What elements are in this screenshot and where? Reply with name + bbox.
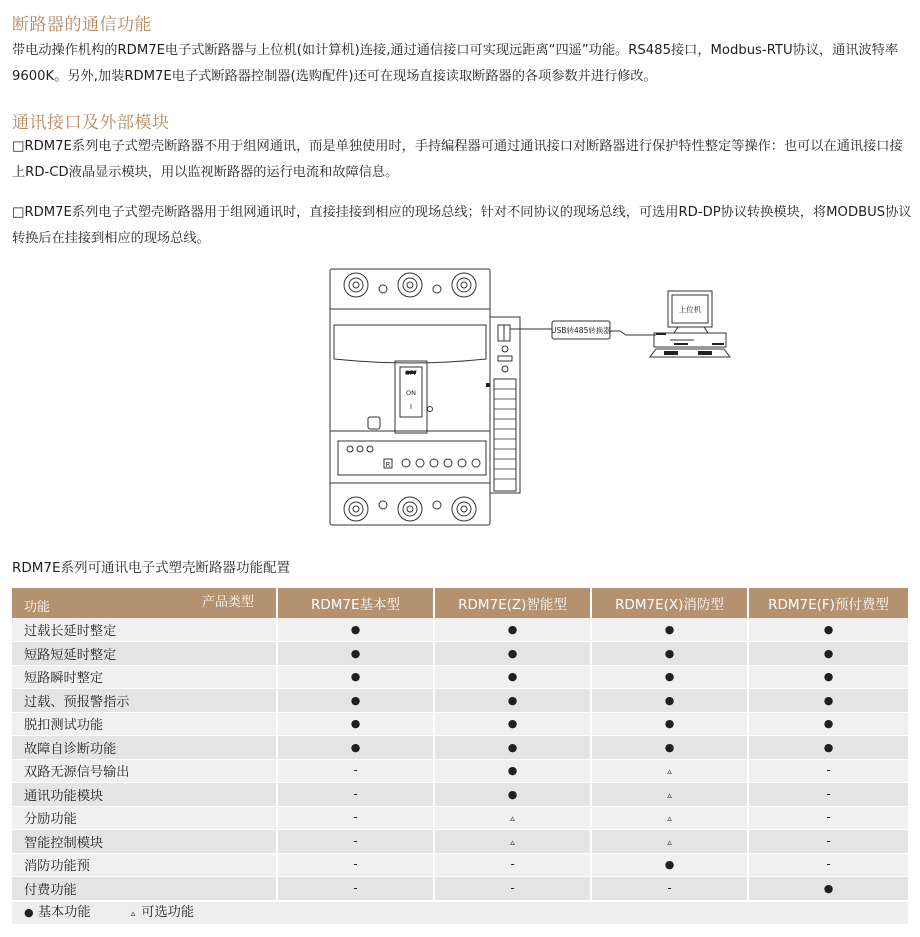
config-cell (277, 618, 434, 642)
basic-marker: ● (664, 717, 675, 731)
config-cell (748, 783, 908, 807)
on-label: ON (406, 389, 416, 397)
function-name-cell: 双路无源信号输出 (12, 759, 277, 783)
table-row (12, 712, 908, 736)
config-cell (591, 759, 748, 783)
config-cell (748, 759, 908, 783)
table-row (12, 806, 908, 830)
table-row (12, 689, 908, 713)
config-cell (591, 877, 748, 901)
not-available-marker: - (353, 786, 358, 801)
config-cell (277, 783, 434, 807)
config-cell (277, 806, 434, 830)
converter-label: USB转485转换器 (551, 326, 611, 335)
table-row (12, 877, 908, 901)
config-cell (591, 642, 748, 666)
communication-paragraph: 带电动操作机构的RDM7E电子式断路器与上位机(如计算机)连接,通过通信接口可实现远距离“四遥”功能。RS485接口，Modbus-RTU协议，通讯波特率9600K。另外,加装RDM7E电子式断路器控制器(选购配件)还可在现场直接读取断路器的各项参数并进行修改。 (12, 43, 899, 84)
optional-marker: ▵ (667, 814, 672, 825)
basic-marker: ● (507, 693, 518, 707)
config-cell (434, 830, 591, 854)
basic-marker: ● (350, 717, 361, 731)
basic-marker: ● (350, 693, 361, 707)
config-cell (748, 665, 908, 689)
config-cell (591, 830, 748, 854)
function-name-cell: 短路短延时整定 (12, 642, 277, 666)
usb-cable (610, 331, 656, 335)
config-cell (434, 759, 591, 783)
function-name-cell: 短路瞬时整定 (12, 665, 277, 689)
basic-marker: ● (507, 717, 518, 731)
config-cell (277, 665, 434, 689)
basic-marker: ● (507, 670, 518, 684)
config-cell (277, 736, 434, 760)
config-cell (277, 877, 434, 901)
breaker-body (330, 269, 490, 525)
config-cell (748, 642, 908, 666)
config-cell (434, 712, 591, 736)
table-row (12, 736, 908, 760)
config-cell (277, 759, 434, 783)
function-config-table (12, 588, 908, 901)
legend-basic (24, 905, 91, 920)
basic-marker: ● (350, 670, 361, 684)
config-cell (748, 806, 908, 830)
config-cell (748, 618, 908, 642)
config-cell (748, 712, 908, 736)
function-name-cell: 通讯功能模块 (12, 783, 277, 807)
table-row (12, 783, 908, 807)
handle-mark: I (409, 403, 413, 411)
not-available-marker: - (353, 857, 358, 872)
config-cell (277, 712, 434, 736)
config-cell (591, 806, 748, 830)
table-row (12, 759, 908, 783)
column-header: RDM7E(X)消防型 (591, 588, 748, 618)
optional-marker: ▵ (510, 814, 515, 825)
legend-basic-label: 基本功能 (37, 905, 91, 920)
config-cell (591, 689, 748, 713)
not-available-marker: - (826, 786, 831, 801)
basic-marker: ● (350, 740, 361, 754)
table-corner-header (12, 588, 277, 618)
table-header-row (12, 588, 908, 618)
optional-marker: ▵ (510, 837, 515, 848)
breaker-connection-diagram (326, 263, 746, 533)
basic-marker: ● (823, 740, 834, 754)
not-available-marker: - (353, 880, 358, 895)
not-available-marker: - (826, 857, 831, 872)
column-header: RDM7E(F)预付费型 (748, 588, 908, 618)
not-available-marker: - (510, 880, 515, 895)
optional-marker: ▵ (667, 767, 672, 778)
basic-marker: ● (664, 693, 675, 707)
function-name-cell: 智能控制模块 (12, 830, 277, 854)
config-cell (434, 642, 591, 666)
function-name-cell: 故障自诊断功能 (12, 736, 277, 760)
communication-module (490, 317, 520, 493)
config-cell (434, 665, 591, 689)
table-body (12, 618, 908, 900)
pc-workstation (650, 291, 730, 357)
config-cell (434, 877, 591, 901)
config-cell (591, 853, 748, 877)
function-name-cell: 付费功能 (12, 877, 277, 901)
basic-marker: ● (664, 670, 675, 684)
section-title-communication: 断路器的通信功能 (12, 15, 152, 35)
optional-marker: ▵ (667, 837, 672, 848)
config-cell (277, 853, 434, 877)
interface-paragraph-1: □RDM7E系列电子式塑壳断路器不用于组网通讯，而是单独使用时，手持编程器可通过通讯接口对断路器进行保护特性整定等操作：也可以在通讯接口接上RD-CD液晶显示模块，用以监视断路器的运行电流和故障信息。 (12, 139, 903, 180)
config-cell (748, 853, 908, 877)
config-cell (591, 783, 748, 807)
config-cell (591, 712, 748, 736)
basic-marker: ● (823, 717, 834, 731)
module-mark: R (385, 461, 391, 469)
basic-marker: ● (507, 787, 518, 801)
config-cell (434, 806, 591, 830)
config-cell (277, 830, 434, 854)
column-header: RDM7E(Z)智能型 (434, 588, 591, 618)
not-available-marker: - (353, 833, 358, 848)
config-cell (277, 689, 434, 713)
basic-marker: ● (823, 623, 834, 636)
interface-paragraph-2: □RDM7E系列电子式塑壳断路器用于组网通讯时，直接挂接到相应的现场总线；针对不同协议的现场总线，可选用RD-DP协议转换模块，将MODBUS协议转换后在挂接到相应的现场总线。 (12, 205, 912, 246)
optional-marker: ▵ (667, 790, 672, 801)
basic-marker: ● (664, 740, 675, 754)
basic-marker: ● (507, 646, 518, 660)
config-cell (591, 665, 748, 689)
basic-marker: ● (823, 646, 834, 660)
not-available-marker: - (353, 763, 358, 778)
column-header: RDM7E基本型 (277, 588, 434, 618)
table-row (12, 830, 908, 854)
table-row (12, 853, 908, 877)
legend-optional (131, 905, 194, 920)
basic-marker: ● (507, 740, 518, 754)
function-name-cell: 过载长延时整定 (12, 618, 277, 642)
basic-marker: ● (664, 623, 675, 636)
not-available-marker: - (667, 880, 672, 895)
not-available-marker: - (826, 833, 831, 848)
basic-marker: ● (664, 646, 675, 660)
legend-optional-label: 可选功能 (141, 905, 195, 920)
basic-marker: ● (507, 623, 518, 636)
table-caption: RDM7E系列可通讯电子式塑壳断路器功能配置 (12, 560, 291, 576)
config-cell (277, 642, 434, 666)
function-name-cell: 分励功能 (12, 806, 277, 830)
table-row (12, 665, 908, 689)
not-available-marker: - (510, 857, 515, 872)
table-legend (12, 902, 908, 924)
config-cell (434, 618, 591, 642)
basic-marker: ● (823, 693, 834, 707)
not-available-marker: - (353, 810, 358, 825)
not-available-marker: - (826, 763, 831, 778)
basic-marker: ● (507, 764, 518, 778)
config-cell (748, 736, 908, 760)
config-cell (434, 689, 591, 713)
corner-function: 功能 (24, 600, 51, 615)
config-cell (748, 830, 908, 854)
not-available-marker: - (826, 810, 831, 825)
function-name-cell: 脱扣测试功能 (12, 712, 277, 736)
config-cell (748, 689, 908, 713)
off-label: OFF (404, 369, 418, 377)
legend-basic-symbol: ● (24, 906, 34, 919)
basic-marker: ● (823, 670, 834, 684)
table-row (12, 642, 908, 666)
basic-marker: ● (350, 623, 361, 636)
basic-marker: ● (664, 858, 675, 872)
config-cell (591, 736, 748, 760)
legend-optional-symbol: ▵ (130, 909, 136, 919)
basic-marker: ● (823, 881, 834, 895)
config-cell (748, 877, 908, 901)
section-title-interface: 通讯接口及外部模块 (12, 113, 170, 133)
function-name-cell: 过载、预报警指示 (12, 689, 277, 713)
corner-product-type: 产品类型 (201, 595, 254, 610)
table-row (12, 618, 908, 642)
basic-marker: ● (350, 646, 361, 660)
config-cell (434, 736, 591, 760)
pc-label: 上位机 (678, 305, 702, 314)
function-name-cell: 消防功能预 (12, 853, 277, 877)
config-cell (591, 618, 748, 642)
config-cell (434, 783, 591, 807)
config-cell (434, 853, 591, 877)
